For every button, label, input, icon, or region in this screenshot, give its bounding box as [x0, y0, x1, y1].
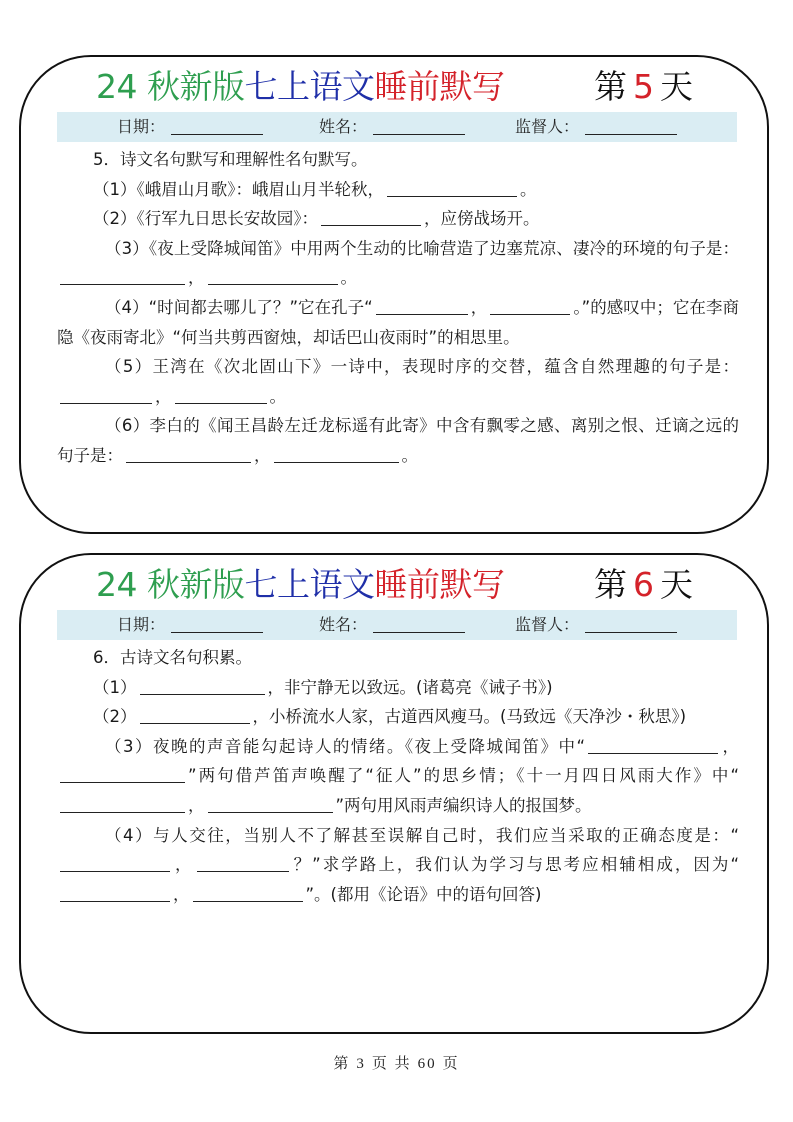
answer-blank[interactable]	[60, 385, 152, 404]
supervisor-label: 监督人：	[515, 117, 580, 136]
answer-blank[interactable]	[588, 735, 718, 754]
question-item-6	[57, 411, 739, 470]
question-text: ，应傍战场开。	[424, 209, 540, 229]
answer-blank[interactable]	[140, 676, 265, 695]
question-text: 。	[340, 268, 357, 288]
day-suffix: 天	[660, 67, 693, 106]
date-blank[interactable]	[171, 612, 263, 633]
title-part-task: 睡前默写	[374, 565, 505, 604]
question-item-3	[57, 732, 739, 821]
question-text: 。	[269, 386, 286, 406]
date-field[interactable]	[117, 112, 263, 142]
title-part-task: 睡前默写	[374, 67, 505, 106]
question-text: 。”的感叹中；它在李商隐《夜雨寄北》“何当共剪西窗烛，却话巴山夜雨时”的相思里。	[57, 297, 739, 347]
info-bar	[57, 610, 737, 640]
answer-blank[interactable]	[208, 266, 338, 285]
date-field[interactable]	[117, 610, 263, 640]
question-text: ，	[254, 445, 271, 465]
page-number: 3	[356, 1056, 366, 1072]
answer-blank[interactable]	[376, 296, 468, 315]
answer-blank[interactable]	[387, 178, 517, 197]
question-text: （6）李白的《闻王昌龄左迁龙标遥有此寄》中含有飘零之感、离别之恨、迁谪之远的句子是：	[57, 416, 739, 465]
question-text: （3）《夜上受降城闻笛》中用两个生动的比喻营造了边塞荒凉、凄冷的环境的句子是：	[105, 238, 739, 258]
answer-blank[interactable]	[60, 853, 170, 872]
supervisor-blank[interactable]	[585, 612, 677, 633]
name-field[interactable]	[319, 112, 465, 142]
day-suffix: 天	[660, 565, 693, 604]
question-text: ，	[470, 297, 488, 317]
question-item-1	[57, 673, 739, 703]
question-body	[57, 145, 739, 471]
answer-blank[interactable]	[197, 853, 289, 872]
answer-blank[interactable]	[193, 883, 303, 902]
question-item-1	[57, 175, 739, 205]
worksheet-title	[96, 561, 504, 609]
title-part-subject: 七上语文	[244, 67, 375, 106]
question-text: （1）	[93, 677, 137, 697]
date-label: 日期：	[117, 615, 166, 634]
answer-blank[interactable]	[60, 764, 185, 783]
name-label: 姓名：	[319, 117, 368, 136]
question-text: （4）与人交往，当别人不了解甚至误解自己时，我们应当采取的正确态度是：“	[105, 825, 739, 845]
question-text: （2）《行军九日思长安故园》：	[93, 209, 318, 229]
question-text: ，	[173, 884, 190, 904]
question-text: ，	[188, 268, 205, 288]
answer-blank[interactable]	[490, 296, 570, 315]
name-field[interactable]	[319, 610, 465, 640]
answer-blank[interactable]	[60, 883, 170, 902]
supervisor-field[interactable]	[515, 610, 677, 640]
question-text: 。	[520, 179, 537, 199]
day-prefix: 第	[594, 565, 627, 604]
page-total: 60	[417, 1056, 437, 1072]
answer-blank[interactable]	[60, 266, 185, 285]
question-text: 。	[401, 445, 418, 465]
question-text: ，	[188, 795, 205, 815]
day-prefix: 第	[594, 67, 627, 106]
name-blank[interactable]	[373, 114, 465, 135]
question-text: （1）《峨眉山月歌》：峨眉山月半轮秋，	[93, 179, 384, 199]
question-text: （4）“时间都去哪儿了？”它在孔子“	[105, 297, 373, 317]
info-bar	[57, 112, 737, 142]
day-number: 6	[633, 565, 654, 604]
answer-blank[interactable]	[126, 444, 251, 463]
day-label	[594, 561, 693, 609]
question-text: ”两句用风雨声编织诗人的报国梦。	[335, 795, 592, 815]
question-text: ，	[721, 736, 740, 756]
title-part-edition: 24 秋新版	[96, 67, 245, 106]
page-mid: 页 共	[371, 1056, 412, 1072]
title-part-edition: 24 秋新版	[96, 565, 245, 604]
card-header	[21, 561, 767, 609]
question-heading: 5．诗文名句默写和理解性名句默写。	[93, 150, 368, 169]
question-text: （5）王湾在《次北固山下》一诗中，表现时序的交替，蕴含自然理趣的句子是：	[105, 357, 739, 377]
answer-blank[interactable]	[321, 207, 421, 226]
day-number: 5	[633, 67, 654, 106]
name-label: 姓名：	[319, 615, 368, 634]
question-item-4	[57, 293, 739, 352]
question-text: ，	[173, 855, 194, 875]
card-header	[21, 63, 767, 111]
page-footer	[0, 1052, 793, 1073]
question-text: ，非宁静无以致远。(诸葛亮《诫子书》)	[267, 677, 553, 697]
date-label: 日期：	[117, 117, 166, 136]
question-item-2	[57, 204, 739, 234]
question-text: ”两句借芦笛声唤醒了“征人”的思乡情；《十一月四日风雨大作》中“	[188, 766, 739, 786]
answer-blank[interactable]	[175, 385, 267, 404]
question-heading: 6．古诗文名句积累。	[93, 648, 252, 667]
supervisor-field[interactable]	[515, 112, 677, 142]
question-text: （2）	[93, 707, 137, 727]
answer-blank[interactable]	[274, 444, 399, 463]
date-blank[interactable]	[171, 114, 263, 135]
question-text: ？”求学路上，我们认为学习与思考应相辅相成，因为“	[291, 855, 739, 875]
question-text: （3）夜晚的声音能勾起诗人的情绪。《夜上受降城闻笛》中“	[105, 736, 586, 756]
worksheet-card-day-5	[19, 55, 769, 534]
question-item-5	[57, 352, 739, 411]
question-text: ，小桥流水人家，古道西风瘦马。(马致远《天净沙・秋思》)	[252, 707, 687, 727]
supervisor-blank[interactable]	[585, 114, 677, 135]
page-prefix: 第	[333, 1056, 351, 1072]
answer-blank[interactable]	[140, 705, 250, 724]
title-part-subject: 七上语文	[244, 565, 375, 604]
supervisor-label: 监督人：	[515, 615, 580, 634]
question-body	[57, 643, 739, 909]
name-blank[interactable]	[373, 612, 465, 633]
worksheet-card-day-6	[19, 553, 769, 1034]
answer-blank[interactable]	[60, 794, 185, 813]
page-suffix: 页	[442, 1056, 460, 1072]
day-label	[594, 63, 693, 111]
question-item-2	[57, 702, 739, 732]
question-item-3	[57, 234, 739, 293]
question-item-4	[57, 821, 739, 910]
answer-blank[interactable]	[208, 794, 333, 813]
worksheet-title	[96, 63, 504, 111]
question-text: ，	[155, 386, 172, 406]
question-text: ”。(都用《论语》中的语句回答)	[305, 884, 542, 904]
